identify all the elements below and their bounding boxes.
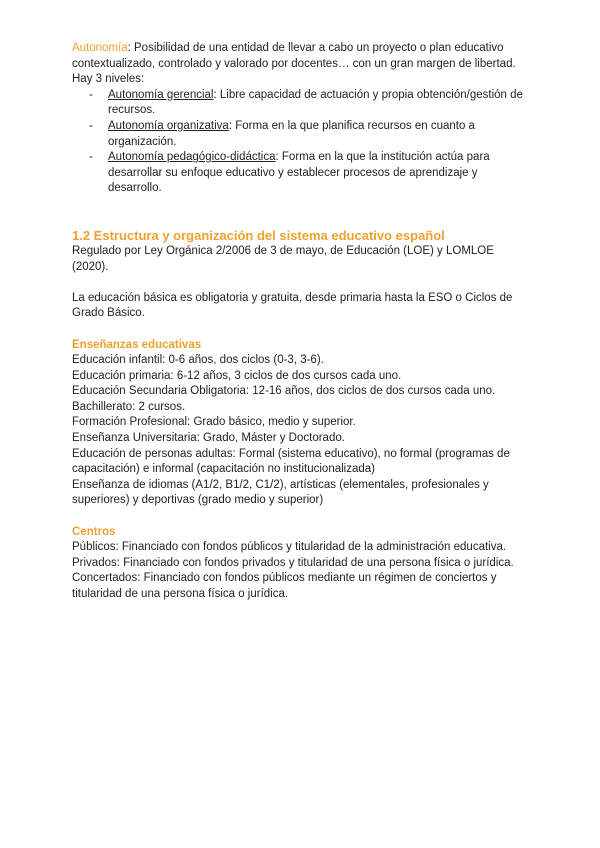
spacer (72, 275, 530, 291)
level-name: Autonomía organizativa (108, 119, 229, 132)
level-name: Autonomía gerencial (108, 88, 214, 101)
list-item: Educación Secundaria Obligatoria: 12-16 años, dos ciclos de dos cursos cada uno. (72, 385, 496, 398)
level-text: : Forma en la que la institución actúa para desarrollar su enfoque educativo y establecer procesos de aprendizaje y desarrollo. (108, 151, 490, 195)
autonomia-term: Autonomía (72, 42, 128, 54)
level-name: Autonomía pedagógico-didáctica (108, 151, 276, 164)
level-text: : Libre capacidad de actuación y propia obtención/gestión de recursos. (108, 88, 523, 117)
level-text: : Forma en la que planifica recursos en cuanto a organización. (108, 119, 475, 148)
list-item (72, 88, 530, 119)
autonomia-levels-list (72, 88, 530, 197)
list-item: Enseñanza Universitaria: Grado, Máster y Doctorado. (72, 432, 345, 445)
ensenanzas-heading: Enseñanzas educativas (72, 338, 202, 351)
regulation-paragraph: Regulado por Ley Orgánica 2/2006 de 3 de mayo, de Educación (LOE) y LOMLOE (2020). (72, 244, 494, 273)
centros-heading: Centros (72, 525, 116, 538)
list-item: Públicos: Financiado con fondos públicos y titularidad de la administración educativa. (72, 541, 507, 554)
autonomia-paragraph (72, 41, 530, 88)
section-title: 1.2 Estructura y organización del sistema educativo español (72, 227, 445, 243)
list-item: Educación infantil: 0-6 años, dos ciclos (0-3, 3-6). (72, 354, 324, 367)
spacer (72, 322, 530, 338)
list-item (72, 119, 530, 150)
list-item: Enseñanza de idiomas (A1/2, B1/2, C1/2), artísticas (elementales, profesionales y superiores) y deportivas (grado medio y superior) (72, 478, 489, 507)
list-item (72, 150, 530, 197)
dash-bullet-icon: - (89, 119, 93, 132)
list-item: Concertados: Financiado con fondos públicos mediante un régimen de conciertos y titularidad de una persona física o jurídica. (72, 572, 497, 600)
basic-education-paragraph: La educación básica es obligatoria y gratuita, desde primaria hasta la ESO o Ciclos de Grado Básico. (72, 291, 513, 320)
ensenanzas-list (72, 353, 530, 509)
autonomia-definition: : Posibilidad de una entidad de llevar a cabo un proyecto o plan educativo contextualizado, controlado y valorado por docentes… con un gran margen de libertad. Hay 3 niveles: (72, 42, 516, 86)
dash-bullet-icon: - (89, 88, 93, 101)
dash-bullet-icon: - (89, 151, 93, 164)
list-item: Privados: Financiado con fondos privados y titularidad de una persona física o jurídica. (72, 556, 514, 569)
list-item: Formación Profesional: Grado básico, medio y superior. (72, 416, 356, 429)
list-item: Educación primaria: 6-12 años, 3 ciclos de dos cursos cada uno. (72, 369, 402, 382)
centros-list (72, 540, 530, 602)
list-item: Educación de personas adultas: Formal (sistema educativo), no formal (programas de capacitación) e informal (capacitación no institucionalizada) (72, 447, 510, 476)
list-item: Bachillerato: 2 cursos. (72, 400, 186, 413)
spacer (72, 509, 530, 525)
